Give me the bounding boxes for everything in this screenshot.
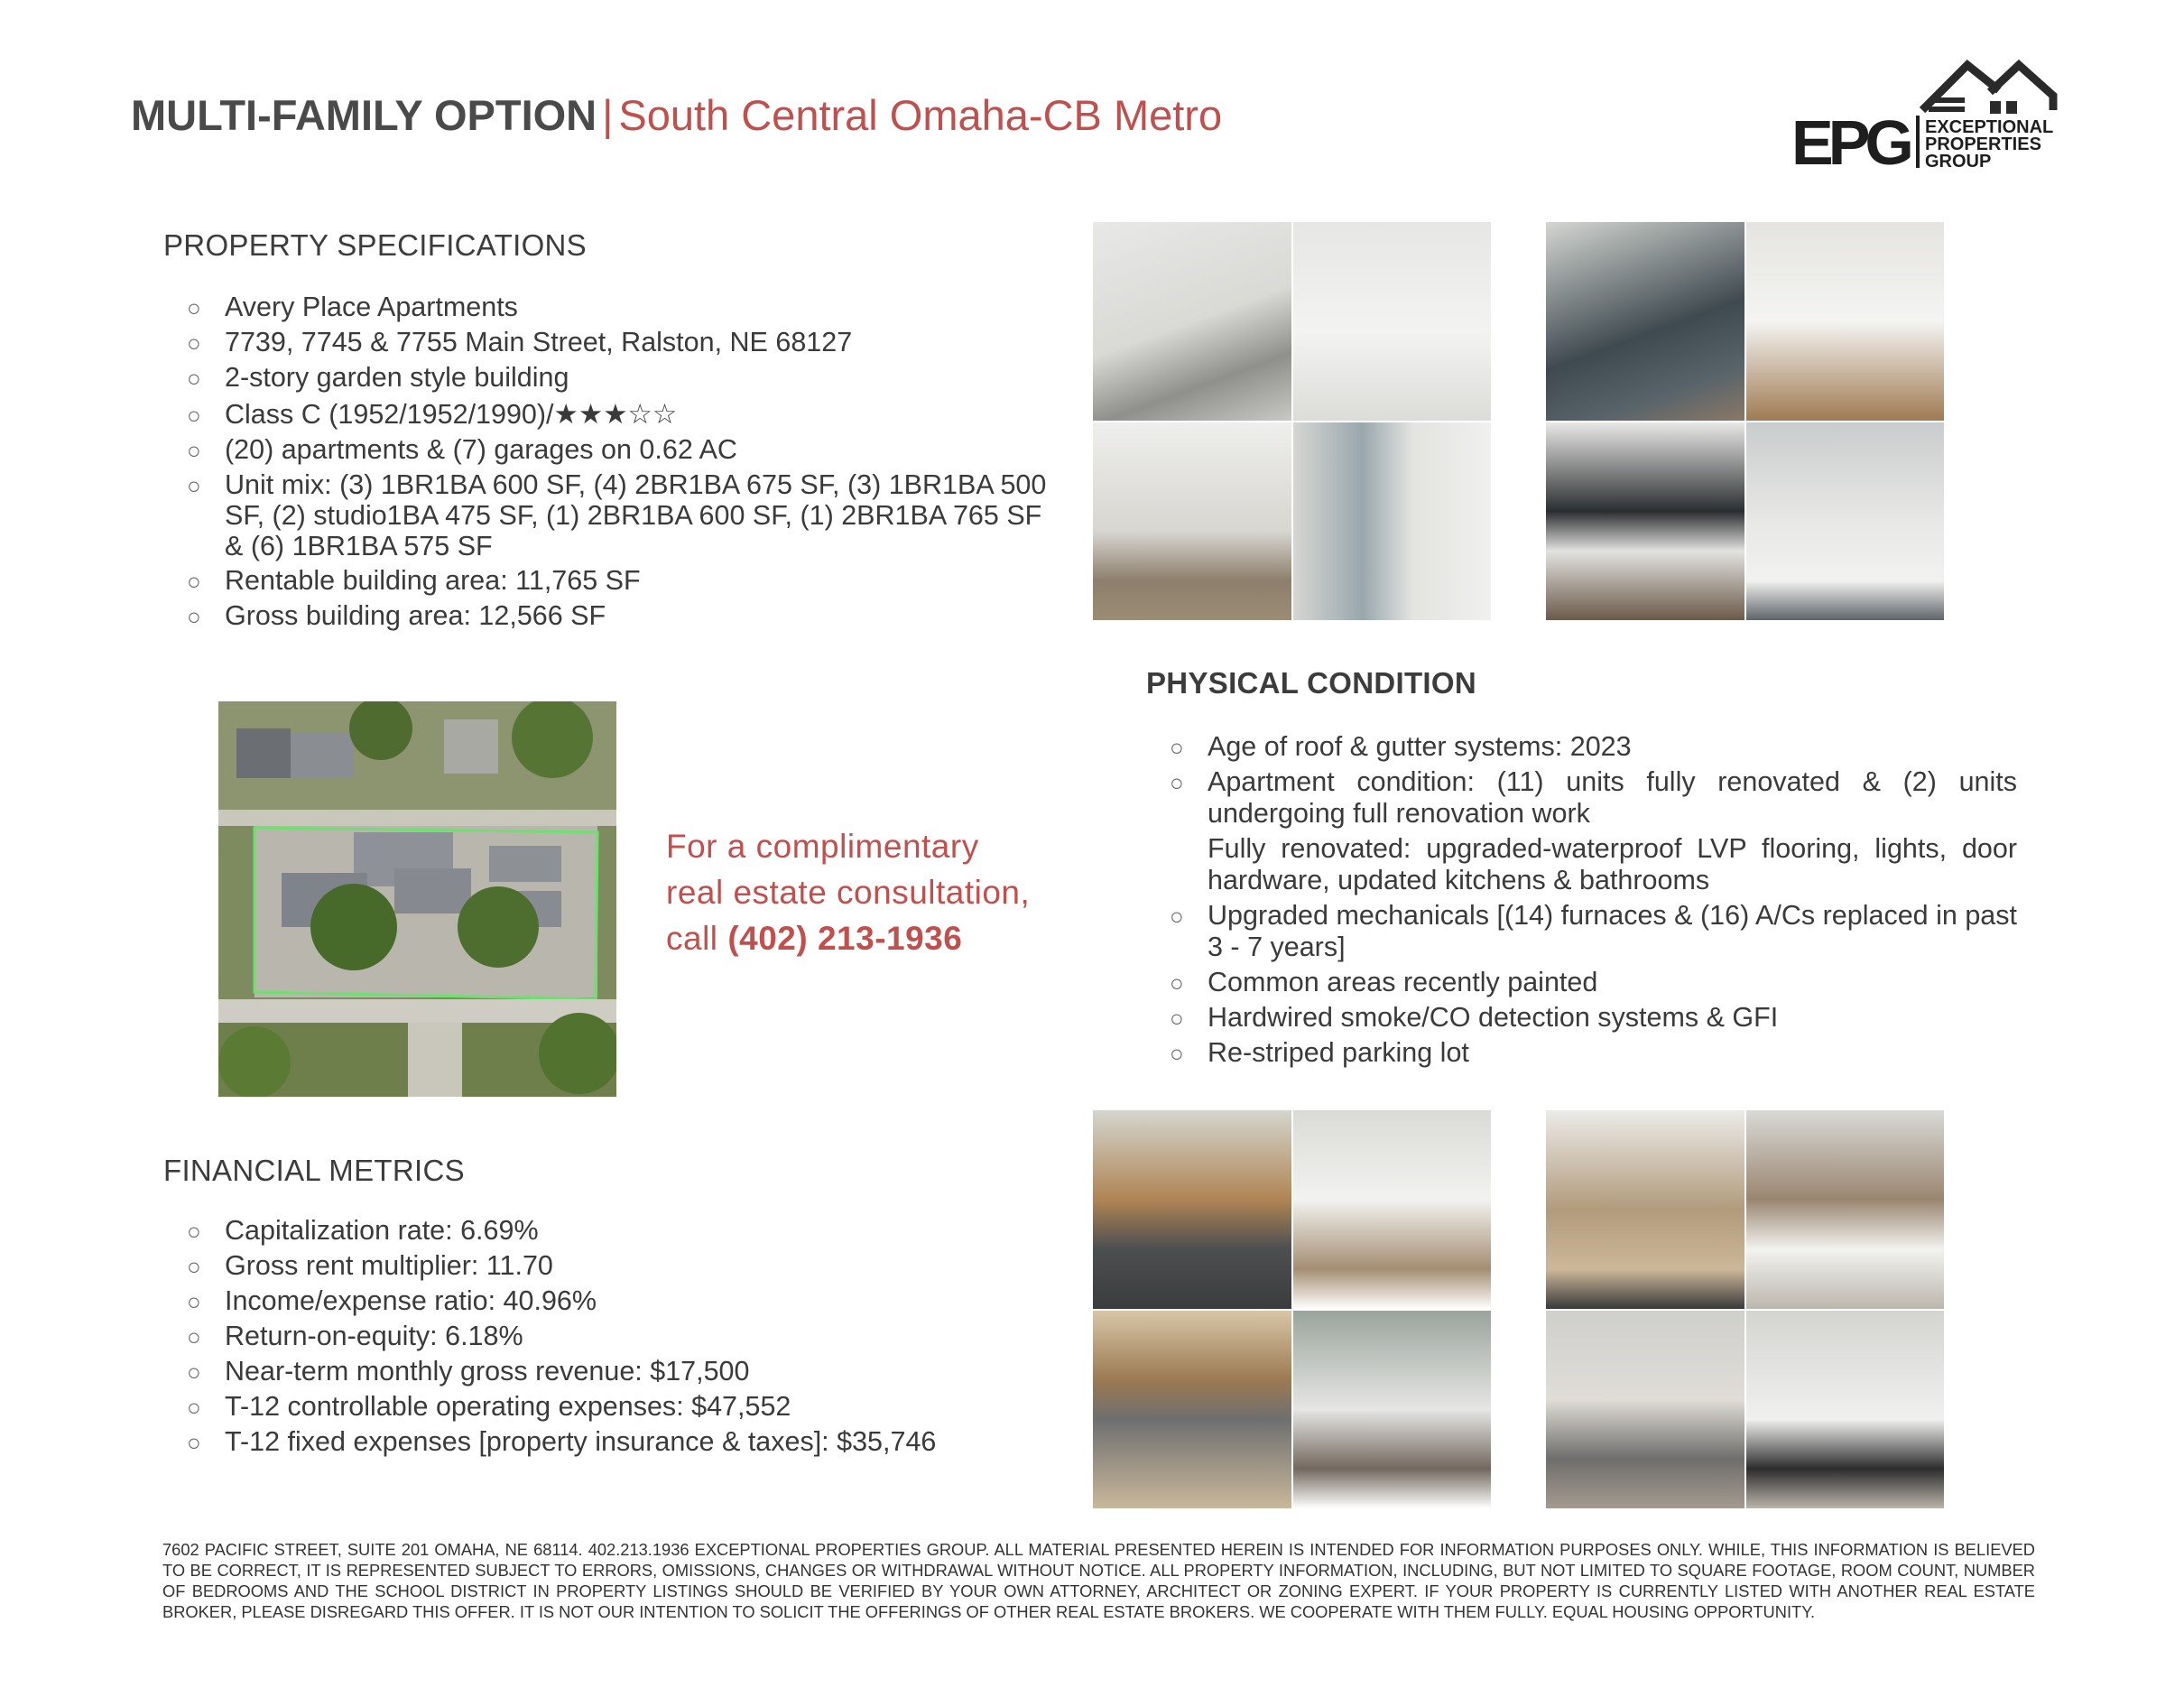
kitchen-cabinets-photo — [1546, 222, 1744, 421]
bathroom-tile-photo — [1746, 1311, 1945, 1509]
list-item: ○ T-12 controllable operating expenses: $47,552 — [187, 1391, 791, 1422]
list-item: ○ 7739, 7745 & 7755 Main Street, Ralston, NE 68127 — [187, 327, 853, 357]
bullet-icon: ○ — [1170, 734, 1184, 761]
bathroom-vanity-2-photo — [1746, 422, 1945, 621]
kitchen-stove-photo — [1093, 1311, 1291, 1509]
bullet-icon: ○ — [187, 329, 201, 357]
list-item: ○ T-12 fixed expenses [property insurance & taxes]: $35,746 — [187, 1426, 937, 1457]
legal-disclaimer: 7602 PACIFIC STREET, SUITE 201 OMAHA, NE 68114. 402.213.1936 EXCEPTIONAL PROPERTIES GROUP. ALL MATERIAL PRESENTED HEREIN IS INTENDED FOR INFORMATION PURPOSES ONLY. WHILE, THIS INFORMATION IS BELIEVED TO BE CORRECT, IT IS REPRESENTED SUBJECT TO ERRORS, OMISSIONS, CHANGES OR WITHDRAWAL WITHOUT NOTICE. ALL PROPERTY INFORMATION, INCLUDING, BUT NOT LIMITED TO SQUARE FOOTAGE, ROOM COUNT, NUMBER OF BEDROOMS AND THE SCHOOL DISTRICT IN PROPERTY LISTINGS SHOULD BE VERIFIED BY YOUR OWN ATTORNEY, ARCHITECT OR ZONING EXPERT. IF YOUR PROPERTY IS CURRENTLY LISTED WITH ANOTHER REAL ESTATE BROKER, PLEASE DISREGARD THIS OFFER. IT IS NOT OUR INTENTION TO SOLICIT THE OFFERINGS OF OTHER REAL ESTATE BROKERS. WE COOPERATE WITH THEM FULLY. EQUAL HOUSING OPPORTUNITY. — [162, 1540, 2035, 1621]
svg-text:EXCEPTIONAL: EXCEPTIONAL — [1925, 117, 2054, 137]
kitchen-sink-photo — [1093, 222, 1291, 421]
bullet-icon: ○ — [1170, 903, 1184, 930]
title-main: MULTI-FAMILY OPTION — [131, 91, 597, 139]
bathtub-photo — [1293, 1110, 1492, 1309]
list-item: ○ Common areas recently painted — [1170, 967, 1598, 997]
list-item: ○ Re-striped parking lot — [1170, 1037, 1469, 1068]
bullet-icon: ○ — [187, 472, 201, 499]
bathroom-sink-photo — [1293, 422, 1492, 621]
consultation-cta — [666, 823, 1030, 961]
page-title — [131, 90, 1222, 140]
bathroom-tub-photo — [1746, 222, 1945, 421]
list-item: ○ (20) apartments & (7) garages on 0.62 AC — [187, 434, 737, 465]
list-item: ○ Gross building area: 12,566 SF — [187, 600, 606, 631]
kitchen-counter-photo — [1093, 422, 1291, 621]
bathroom-vanity-photo — [1293, 222, 1492, 421]
bathroom-pedestal-photo — [1746, 1110, 1945, 1309]
svg-text:PROPERTIES: PROPERTIES — [1925, 134, 2041, 154]
bullet-icon: ○ — [1170, 769, 1184, 796]
bullet-icon: ○ — [187, 1429, 201, 1456]
kitchen-granite-photo — [1546, 1110, 1744, 1309]
list-item: ○ Return-on-equity: 6.18% — [187, 1321, 523, 1351]
bullet-icon: ○ — [187, 568, 201, 595]
list-item: ○ Avery Place Apartments — [187, 292, 518, 322]
bathroom-toilet-photo — [1293, 1311, 1492, 1509]
financial-metrics-list — [163, 1215, 1048, 1461]
list-item: ○ 2-story garden style building — [187, 362, 569, 393]
bullet-icon: ○ — [187, 1323, 201, 1350]
bullet-icon: ○ — [187, 437, 201, 464]
list-item: ○ Income/expense ratio: 40.96% — [187, 1285, 597, 1316]
physical-condition-list — [1146, 731, 2017, 1072]
living-kitchen-photo — [1093, 1110, 1291, 1309]
aerial-image — [218, 701, 616, 1097]
title-subtitle: South Central Omaha-CB Metro — [618, 91, 1223, 139]
photo-grid-4 — [1546, 1110, 1944, 1508]
list-item: ○ Apartment condition: (11) units fully renovated & (2) units undergoing full renovation work — [1170, 766, 2017, 829]
list-item: ○ Class C (1952/1952/1990)/★★★☆☆ — [187, 399, 678, 430]
house-logo-icon — [1782, 54, 2071, 172]
financial-metrics-heading: FINANCIAL METRICS — [163, 1154, 465, 1187]
bullet-icon: ○ — [187, 294, 201, 321]
list-item: ○ Hardwired smoke/CO detection systems & GFI — [1170, 1002, 1779, 1033]
bullet-icon: ○ — [187, 1288, 201, 1315]
bullet-icon: ○ — [187, 1218, 201, 1245]
photo-grid-2 — [1546, 222, 1944, 620]
bullet-icon: ○ — [1170, 1005, 1184, 1032]
list-item-sub: Fully renovated: upgraded-waterproof LVP flooring, lights, door hardware, updated kitchens & bathrooms — [1208, 833, 2017, 895]
cta-line-2: real estate consultation, — [666, 874, 1031, 911]
property-specs-list — [163, 292, 1048, 635]
physical-condition-heading: PHYSICAL CONDITION — [1146, 666, 1476, 700]
list-item: ○ Upgraded mechanicals [(14) furnaces & (16) A/Cs replaced in past 3 - 7 years] — [1170, 900, 2017, 962]
svg-text:GROUP: GROUP — [1925, 152, 1992, 172]
list-item: ○ Gross rent multiplier: 11.70 — [187, 1250, 553, 1281]
kitchen-island-photo — [1546, 1311, 1744, 1509]
cta-line-1: For a complimentary — [666, 828, 979, 865]
photo-grid-3 — [1093, 1110, 1491, 1508]
list-item: ○ Unit mix: (3) 1BR1BA 600 SF, (4) 2BR1BA 675 SF, (3) 1BR1BA 500 SF, (2) studio1BA 475 SF, (1) 2BR1BA 600 SF, (1) 2BR1BA 765 SF & (6) 1BR1BA 575 SF — [187, 469, 1047, 561]
list-item: ○ Capitalization rate: 6.69% — [187, 1215, 539, 1246]
bullet-icon: ○ — [187, 1253, 201, 1280]
bullet-icon: ○ — [1170, 969, 1184, 997]
bullet-icon: ○ — [187, 1359, 201, 1386]
cta-line-3: call (402) 213-1936 — [666, 920, 963, 957]
photo-grid-1 — [1093, 222, 1491, 620]
bullet-icon: ○ — [187, 402, 201, 429]
bullet-icon: ○ — [187, 365, 201, 392]
list-item: ○ Rentable building area: 11,765 SF — [187, 565, 641, 596]
list-item: ○ Age of roof & gutter systems: 2023 — [1170, 731, 1632, 762]
property-specs-heading: PROPERTY SPECIFICATIONS — [163, 228, 587, 262]
list-item: ○ Near-term monthly gross revenue: $17,500 — [187, 1356, 750, 1387]
bullet-icon: ○ — [1170, 1040, 1184, 1067]
kitchen-sink-2-photo — [1546, 422, 1744, 621]
svg-text:EPG: EPG — [1791, 107, 1909, 172]
bullet-icon: ○ — [187, 603, 201, 630]
title-separator: | — [602, 91, 614, 139]
aerial-photo — [218, 701, 616, 1097]
company-logo — [1782, 54, 2071, 172]
phone-number[interactable]: (402) 213-1936 — [727, 920, 963, 957]
bullet-icon: ○ — [187, 1394, 201, 1421]
